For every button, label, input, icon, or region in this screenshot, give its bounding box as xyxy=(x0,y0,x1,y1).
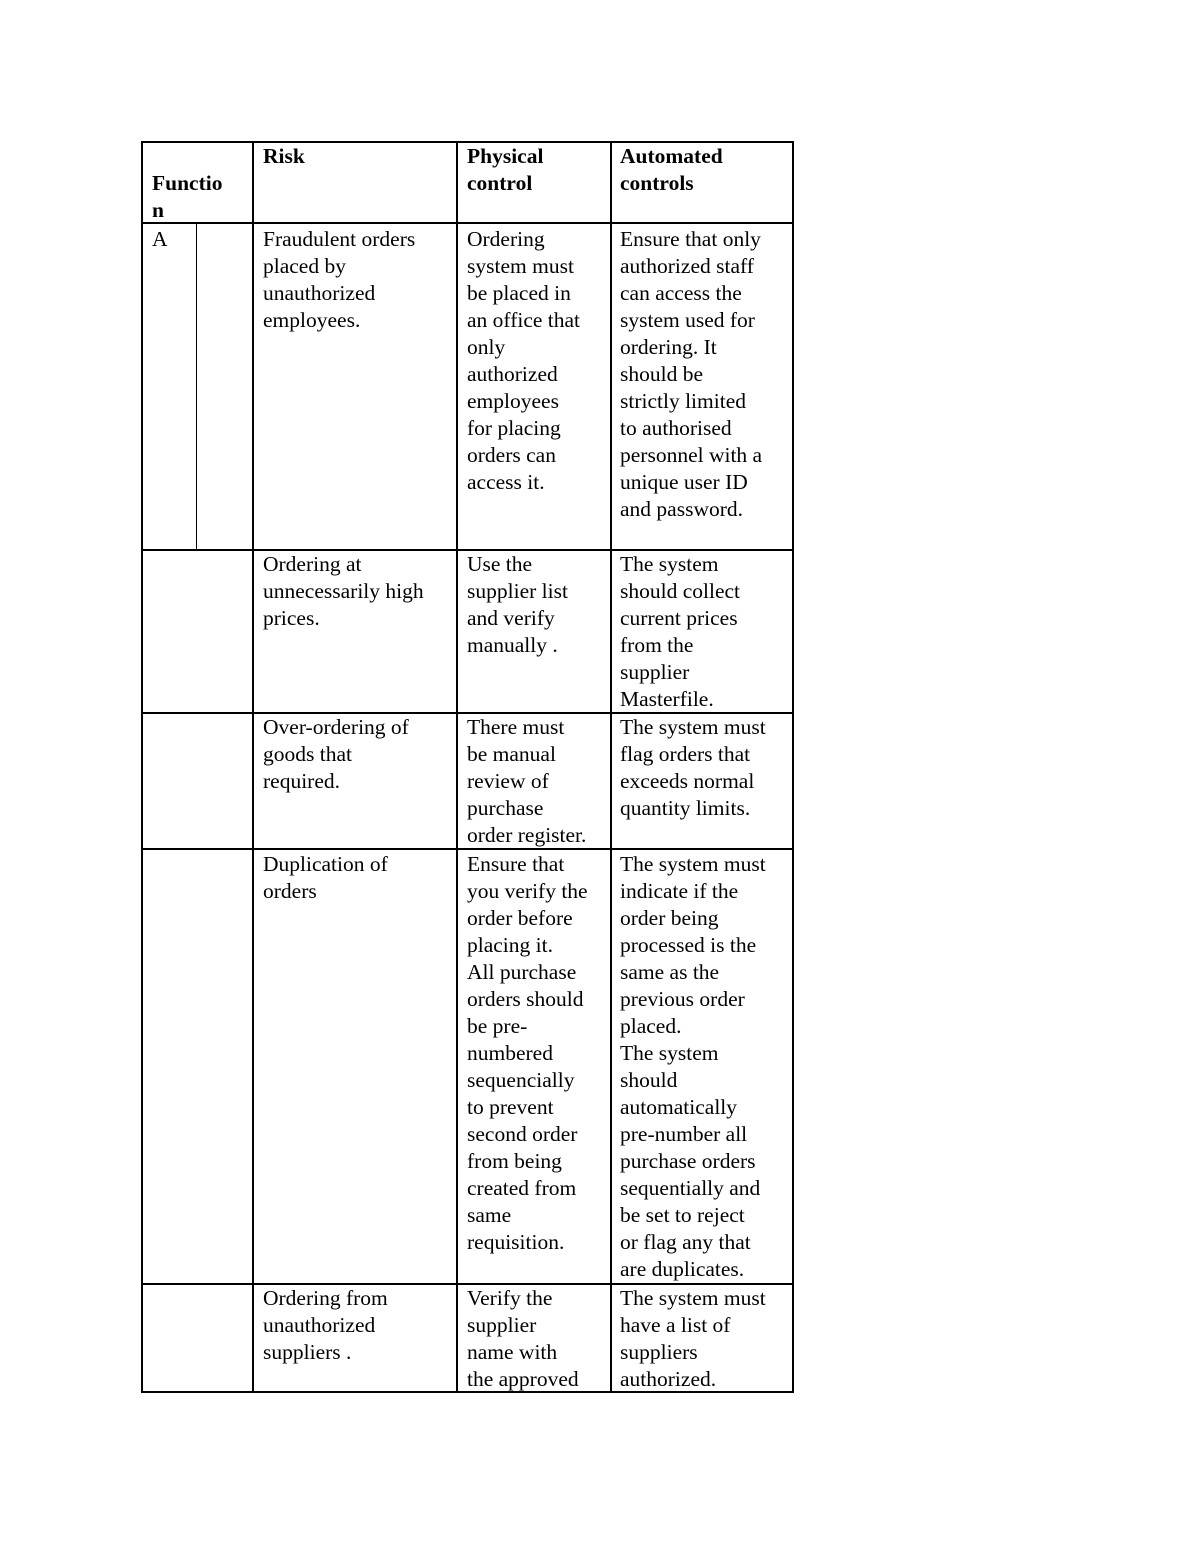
row-3-risk: Over-ordering of goods that required. xyxy=(263,715,409,793)
function-subcolumn-divider xyxy=(196,222,197,550)
header-function: Functio n xyxy=(152,171,223,222)
row-1-risk: Fraudulent orders placed by unauthorized employees. xyxy=(263,227,416,332)
header-automated-controls: Automated controls xyxy=(620,144,723,195)
table-column-divider xyxy=(456,141,458,1393)
table-border-left xyxy=(141,141,143,1393)
row-2-automated-control: The system should collect current prices from the supplier Masterfile. xyxy=(620,552,741,711)
row-2-physical-control: Use the supplier list and verify manually . xyxy=(467,552,568,657)
table-column-divider xyxy=(610,141,612,1393)
header-physical-control: Physical control xyxy=(467,144,544,195)
row-2-risk: Ordering at unnecessarily high prices. xyxy=(263,552,424,630)
table-row-divider xyxy=(141,222,794,224)
row-5-risk: Ordering from unauthorized suppliers . xyxy=(263,1286,388,1364)
row-3-automated-control: The system must flag orders that exceeds normal quantity limits. xyxy=(620,715,766,820)
row-1-function: A xyxy=(152,227,168,251)
row-4-risk: Duplication of orders xyxy=(263,852,388,903)
row-5-automated-control: The system must have a list of suppliers authorized. xyxy=(620,1286,766,1391)
row-1-physical-control: Ordering system must be placed in an office that only authorized employees for placing orders can access it. xyxy=(467,227,581,494)
row-3-physical-control: There must be manual review of purchase order register. xyxy=(467,715,587,847)
table-border-right xyxy=(792,141,794,1393)
header-risk: Risk xyxy=(263,144,305,168)
row-1-automated-control: Ensure that only authorized staff can access the system used for ordering. It should be strictly limited to authorised personnel with a unique user ID and password. xyxy=(620,227,763,521)
row-4-physical-control: Ensure that you verify the order before placing it. All purchase orders should be pre- numbered sequencially to prevent second order from being created from same requisition. xyxy=(467,852,588,1254)
table-column-divider xyxy=(252,141,254,1393)
row-5-physical-control: Verify the supplier name with the approved xyxy=(467,1286,579,1391)
row-4-automated-control: The system must indicate if the order being processed is the same as the previous order placed. The system should automatically pre-number all purchase orders sequentially and be set to reject or flag any that are duplicates. xyxy=(620,852,766,1281)
